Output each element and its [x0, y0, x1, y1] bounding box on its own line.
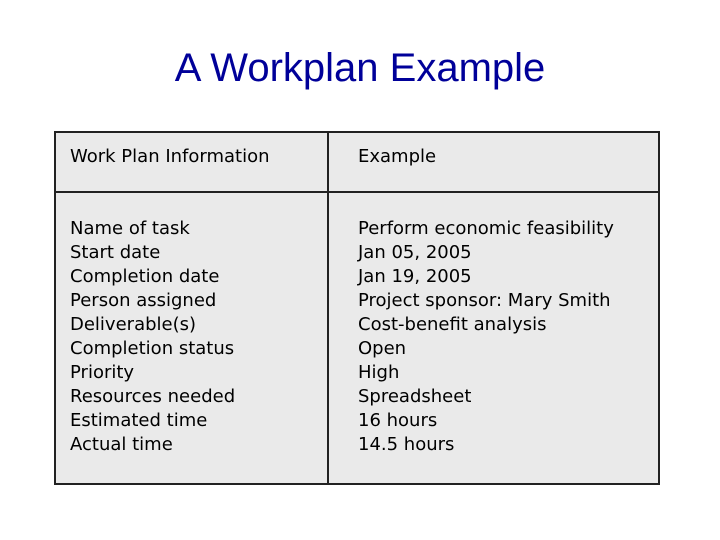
field-priority: Priority	[70, 362, 135, 383]
field-column	[70, 217, 235, 457]
field-deliverables: Deliverable(s)	[70, 314, 197, 335]
workplan-table	[54, 131, 660, 485]
value-deliverables: Cost-benefit analysis	[358, 314, 547, 335]
field-resources-needed: Resources needed	[70, 386, 236, 407]
header-work-plan-information: Work Plan Information	[70, 146, 270, 167]
field-person-assigned: Person assigned	[70, 290, 217, 311]
value-completion-date: Jan 19, 2005	[358, 266, 472, 287]
value-priority: High	[358, 362, 400, 383]
value-column	[358, 217, 614, 457]
header-divider	[56, 191, 658, 193]
field-estimated-time: Estimated time	[70, 410, 208, 431]
value-resources-needed: Spreadsheet	[358, 386, 472, 407]
field-completion-status: Completion status	[70, 338, 235, 359]
header-example: Example	[358, 146, 437, 167]
value-start-date: Jan 05, 2005	[358, 242, 472, 263]
value-estimated-time: 16 hours	[358, 410, 438, 431]
field-actual-time: Actual time	[70, 434, 173, 455]
field-start-date: Start date	[70, 242, 161, 263]
value-name-of-task: Perform economic feasibility	[358, 218, 614, 239]
field-completion-date: Completion date	[70, 266, 220, 287]
field-name-of-task: Name of task	[70, 218, 190, 239]
value-completion-status: Open	[358, 338, 407, 359]
column-divider	[327, 133, 329, 483]
slide-title: A Workplan Example	[174, 46, 546, 90]
value-person-assigned: Project sponsor: Mary Smith	[358, 290, 611, 311]
value-actual-time: 14.5 hours	[358, 434, 455, 455]
